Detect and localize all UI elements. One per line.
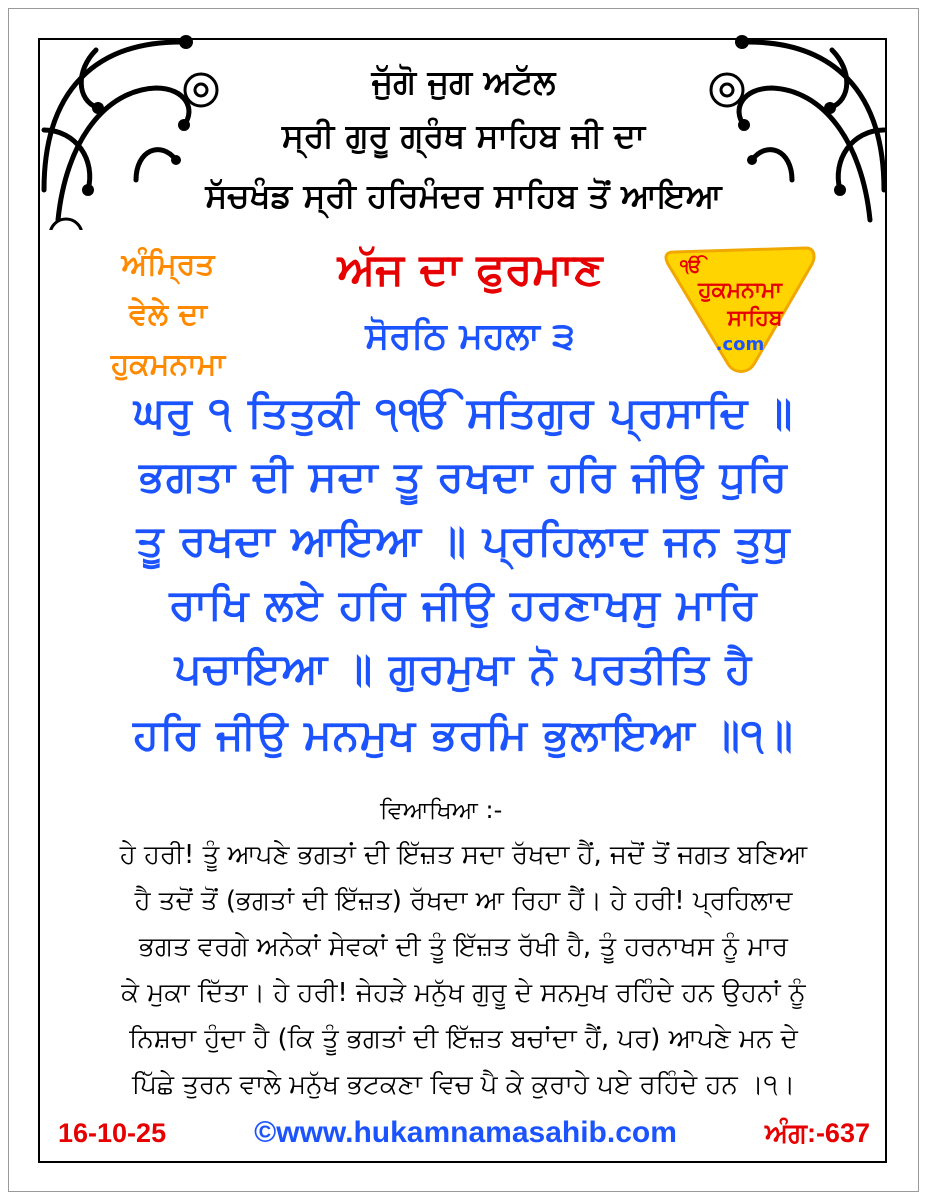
shabad-line-1: ਘਰੁ ੧ ਤਿਤੁਕੀ ੧ੴ ਸਤਿਗੁਰ ਪ੍ਰਸਾਦਿ ॥ bbox=[133, 388, 794, 437]
explanation-line-5: ਨਿਸ਼ਚਾ ਹੁੰਦਾ ਹੈ (ਕਿ ਤੂੰ ਭਗਤਾਂ ਦੀ ਇੱਜ਼ਤ ਬਚਾਂਦਾ ਹੈਂ, ਪਰ) ਆਪਣੇ ਮਨ ਦੇ bbox=[129, 1024, 798, 1054]
explanation-line-2: ਹੈ ਤਦੋਂ ਤੋਂ (ਭਗਤਾਂ ਦੀ ਇੱਜ਼ਤ) ਰੱਖਦਾ ਆ ਰਿਹਾ ਹੈਂ। ਹੇ ਹਰੀ! ਪ੍ਰਹਿਲਾਦ bbox=[134, 886, 793, 916]
header-line-2: ਸ੍ਰੀ ਗੁਰੂ ਗ੍ਰੰਥ ਸਾਹਿਬ ਜੀ ਦਾ bbox=[281, 116, 646, 155]
logo-line-3: .com bbox=[715, 334, 765, 355]
raag-subtitle: ਸੋਰਠਿ ਮਹਲਾ ੩ bbox=[365, 316, 575, 357]
logo-line-1: ਹੁਕਮਨਾਮਾ bbox=[698, 278, 782, 303]
explanation-line-1: ਹੇ ਹਰੀ! ਤੂੰ ਆਪਣੇ ਭਗਤਾਂ ਦੀ ਇੱਜ਼ਤ ਸਦਾ ਰੱਖਦਾ ਹੈਂ, ਜਦੋਂ ਤੋਂ ਜਗਤ ਬਣਿਆ bbox=[119, 840, 808, 870]
amrit-vele-line-3: ਹੁਕਮਨਾਮਾ bbox=[110, 347, 226, 382]
amrit-vele-line-1: ਅੰਮ੍ਰਿਤ bbox=[121, 247, 215, 282]
shabad-line-3: ਤੂ ਰਖਦਾ ਆਇਆ ॥ ਪ੍ਰਹਿਲਾਦ ਜਨ ਤੁਧੁ bbox=[136, 516, 791, 565]
explanation-line-4: ਕੇ ਮੁਕਾ ਦਿੱਤਾ। ਹੇ ਹਰੀ! ਜੇਹੜੇ ਮਨੁੱਖ ਗੁਰੂ ਦੇ ਸਨਮੁਖ ਰਹਿੰਦੇ ਹਨ ਉਹਨਾਂ ਨੂੰ bbox=[121, 978, 806, 1008]
shabad-line-5: ਪਚਾਇਆ ॥ ਗੁਰਮੁਖਾ ਨੋ ਪਰਤੀਤਿ ਹੈ bbox=[174, 644, 753, 693]
explanation-heading: ਵਿਆਖਿਆ :- bbox=[380, 796, 503, 824]
explanation-line-3: ਭਗਤ ਵਰਗੇ ਅਨੇਕਾਂ ਸੇਵਕਾਂ ਦੀ ਤੂੰ ਇੱਜ਼ਤ ਰੱਖੀ ਹੈ, ਤੂੰ ਹਰਨਾਖਸ ਨੂੰ ਮਾਰ bbox=[138, 932, 789, 962]
footer-date: 16-10-25 bbox=[58, 1118, 167, 1148]
header-line-1: ਜੁੱਗੋ ਜੁਗ ਅਟੱਲ bbox=[371, 62, 556, 101]
hukamnama-sahib-logo bbox=[660, 242, 820, 374]
page-title: ਅੱਜ ਦਾ ਫੁਰਮਾਣ bbox=[337, 244, 603, 295]
footer bbox=[58, 1116, 870, 1150]
amrit-vele-line-2: ਵੇਲੇ ਦਾ bbox=[129, 297, 207, 332]
footer-ang: ਅੰਗ:-637 bbox=[764, 1118, 870, 1148]
shabad-line-6: ਹਰਿ ਜੀਉ ਮਨਮੁਖ ਭਰਮਿ ਭੁਲਾਇਆ ॥੧॥ bbox=[133, 710, 794, 759]
footer-website-link[interactable]: ©www.hukamnamasahib.com bbox=[254, 1116, 677, 1149]
amrit-vele-label bbox=[48, 240, 288, 390]
logo-ik-onkar: ੴ bbox=[680, 256, 702, 277]
header-line-3: ਸੱਚਖੰਡ ਸ੍ਰੀ ਹਰਿਮੰਦਰ ਸਾਹਿਬ ਤੋਂ ਆਇਆ bbox=[205, 176, 722, 215]
explanation-line-6: ਪਿੱਛੇ ਤੁਰਨ ਵਾਲੇ ਮਨੁੱਖ ਭਟਕਣਾ ਵਿਚ ਪੈ ਕੇ ਕੁਰਾਹੇ ਪਏ ਰਹਿੰਦੇ ਹਨ ।੧। bbox=[131, 1070, 796, 1100]
shabad-line-4: ਰਾਖਿ ਲਏ ਹਰਿ ਜੀਉ ਹਰਣਾਖਸੁ ਮਾਰਿ bbox=[169, 580, 758, 629]
logo-line-2: ਸਾਹਿਬ bbox=[727, 306, 783, 331]
shabad-line-2: ਭਗਤਾ ਦੀ ਸਦਾ ਤੂ ਰਖਦਾ ਹਰਿ ਜੀਉ ਧੁਰਿ bbox=[139, 452, 788, 501]
